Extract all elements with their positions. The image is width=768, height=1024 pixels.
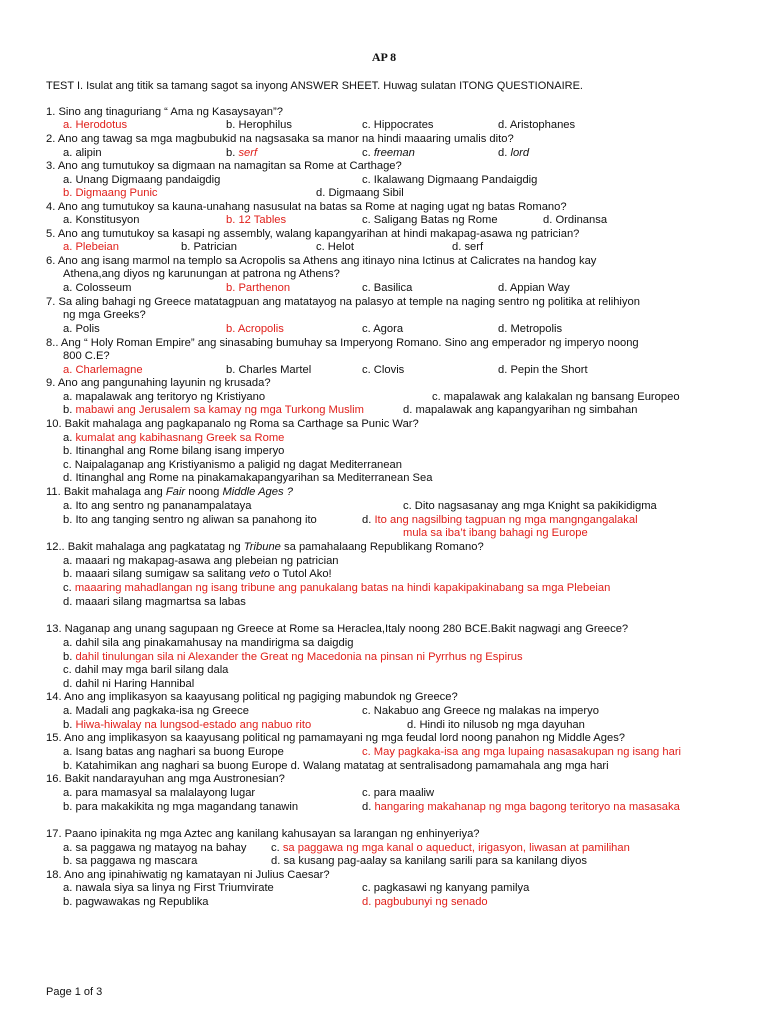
q7-choice-c: c. Agora xyxy=(362,323,404,335)
question-8-cont: 800 C.E? xyxy=(63,350,110,362)
q10-choice-c: c. Naipalaganap ang Kristiyanismo a paligid ng dagat Mediterranean xyxy=(63,459,402,471)
q8-choice-a: a. Charlemagne xyxy=(63,364,143,376)
page-title: AP 8 xyxy=(371,50,397,64)
q16-choice-c: c. para maaliw xyxy=(362,787,435,799)
q2-choice-c: c. freeman xyxy=(362,147,415,159)
q8-choice-b: b. Charles Martel xyxy=(226,364,312,376)
q12-choice-c: c. maaaring mahadlangan ng isang tribune ang panukalang batas na hindi kapakipakinabang sa mga Plebeian xyxy=(63,582,611,594)
q7-choice-a: a. Polis xyxy=(63,323,100,335)
q12-choice-b: b. maaari silang sumigaw sa salitang veto o Tutol Ako! xyxy=(63,568,332,580)
q14-choice-d: d. Hindi ito nilusob ng mga dayuhan xyxy=(407,719,585,731)
q13-choice-b: b. dahil tinulungan sila ni Alexander the Great ng Macedonia na pinsan ni Pyrrhus ng Espirus xyxy=(63,651,523,663)
q1-choice-d: d. Aristophanes xyxy=(498,119,576,131)
q9-choice-b: b. mabawi ang Jerusalem sa kamay ng mga Turkong Muslim xyxy=(63,404,364,416)
question-6: 6. Ano ang isang marmol na templo sa Acropolis sa Athens ang itinayo nina Ictinus at Calicrates na handog kay xyxy=(46,255,597,267)
q16-choice-a: a. para mamasyal sa malalayong lugar xyxy=(63,787,256,799)
question-7-cont: ng mga Greeks? xyxy=(63,309,146,321)
q11-choice-d-cont: mula sa iba’t ibang bahagi ng Europe xyxy=(403,527,588,539)
q11-choice-b: b. Ito ang tanging sentro ng aliwan sa panahong ito xyxy=(63,514,317,526)
question-18: 18. Ano ang ipinahiwatig ng kamatayan ni Julius Caesar? xyxy=(46,869,330,881)
q3-choice-b: b. Digmaang Punic xyxy=(63,187,158,199)
question-15: 15. Ano ang implikasyon sa kaayusang political ng pamamayani ng mga feudal lord noong panahon ng Middle Ages? xyxy=(46,732,626,744)
q17-choice-d: d. sa kusang pag-aalay sa kanilang sarili para sa kanilang diyos xyxy=(271,855,587,867)
question-2: 2. Ano ang tawag sa mga magbubukid na nagsasaka sa manor na hindi maaaring umalis dito? xyxy=(46,133,514,145)
q13-choice-d: d. dahil ni Haring Hannibal xyxy=(63,678,195,690)
q17-choice-a: a. sa paggawa ng matayog na bahay xyxy=(63,842,247,854)
q3-choice-c: c. Ikalawang Digmaang Pandaigdig xyxy=(362,174,538,186)
question-13: 13. Naganap ang unang sagupaan ng Greece at Rome sa Heraclea,Italy noong 280 BCE.Bakit nagwagi ang Greece? xyxy=(46,623,629,635)
q15-choice-b-d: b. Katahimikan ang naghari sa buong Europe d. Walang matatag at sentralisadong pamamahala ang mga hari xyxy=(63,760,609,772)
q9-choice-a: a. mapalawak ang teritoryo ng Kristiyano xyxy=(63,391,266,403)
question-3: 3. Ano ang tumutukoy sa digmaan na namagitan sa Rome at Carthage? xyxy=(46,160,402,172)
test-instructions: TEST I. Isulat ang titik sa tamang sagot sa inyong ANSWER SHEET. Huwag sulatan ITONG QUESTIONAIRE. xyxy=(46,80,583,92)
q2-choice-a: a. alipin xyxy=(63,147,102,159)
q6-choice-c: c. Basilica xyxy=(362,282,413,294)
question-6-cont: Athena,ang diyos ng karunungan at patrona ng Athens? xyxy=(63,268,340,280)
q15-choice-c: c. May pagkaka-isa ang mga lupaing nasasakupan ng isang hari xyxy=(362,746,682,758)
q18-choice-d: d. pagbubunyi ng senado xyxy=(362,896,488,908)
q9-choice-d: d. mapalawak ang kapangyarihan ng simbahan xyxy=(403,404,638,416)
q2-choice-d: d. lord xyxy=(498,147,530,159)
q4-choice-d: d. Ordinansa xyxy=(543,214,608,226)
q4-choice-a: a. Konstitusyon xyxy=(63,214,140,226)
q14-choice-c: c. Nakabuo ang Greece ng malakas na imperyo xyxy=(362,705,599,717)
page-number: Page 1 of 3 xyxy=(46,986,103,998)
q6-choice-a: a. Colosseum xyxy=(63,282,132,294)
question-8: 8.. Ang “ Holy Roman Empire” ang sinasabing bumuhay sa Imperyong Romano. Sino ang emperador ng imperyo noong xyxy=(46,337,639,349)
question-7: 7. Sa aling bahagi ng Greece matatagpuan ang matatayog na palasyo at temple na naging sentro ng politika at relihiyon xyxy=(46,296,640,308)
q9-choice-c: c. mapalawak ang kalakalan ng bansang Europeo xyxy=(432,391,680,403)
question-17: 17. Paano ipinakita ng mga Aztec ang kanilang kahusayan sa larangan ng enhinyeriya? xyxy=(46,828,480,840)
q1-choice-c: c. Hippocrates xyxy=(362,119,434,131)
question-16: 16. Bakit nandarayuhan ang mga Austronesian? xyxy=(46,773,285,785)
q10-choice-a: a. kumalat ang kabihasnang Greek sa Rome xyxy=(63,432,285,444)
q5-choice-d: d. serf xyxy=(452,241,484,253)
question-11: 11. Bakit mahalaga ang Fair noong Middle Ages ? xyxy=(46,486,293,498)
q3-choice-a: a. Unang Digmaang pandaigdig xyxy=(63,174,221,186)
q13-choice-c: c. dahil may mga baril silang dala xyxy=(63,664,229,676)
q16-choice-b: b. para makakikita ng mga magandang tanawin xyxy=(63,801,299,813)
q7-choice-d: d. Metropolis xyxy=(498,323,563,335)
q11-choice-a: a. Ito ang sentro ng pananampalataya xyxy=(63,500,252,512)
q14-choice-a: a. Madali ang pagkaka-isa ng Greece xyxy=(63,705,249,717)
q1-choice-b: b. Herophilus xyxy=(226,119,292,131)
question-5: 5. Ano ang tumutukoy sa kasapi ng assembly, walang kapangyarihan at hindi makapag-asawa ng patrician? xyxy=(46,228,580,240)
q16-choice-d: d. hangaring makahanap ng mga bagong teritoryo na masasaka xyxy=(362,801,680,813)
q6-choice-b: b. Parthenon xyxy=(226,282,291,294)
q3-choice-d: d. Digmaang Sibil xyxy=(316,187,404,199)
q10-choice-b: b. Itinanghal ang Rome bilang isang imperyo xyxy=(63,445,285,457)
q14-choice-b: b. Hiwa-hiwalay na lungsod-estado ang nabuo rito xyxy=(63,719,312,731)
q18-choice-c: c. pagkasawi ng kanyang pamilya xyxy=(362,882,530,894)
question-9: 9. Ano ang pangunahing layunin ng krusada? xyxy=(46,377,271,389)
question-10: 10. Bakit mahalaga ang pagkapanalo ng Roma sa Carthage sa Punic War? xyxy=(46,418,419,430)
q7-choice-b: b. Acropolis xyxy=(226,323,284,335)
q2-choice-b: b. serf xyxy=(226,147,258,159)
q5-choice-c: c. Helot xyxy=(316,241,354,253)
q6-choice-d: d. Appian Way xyxy=(498,282,570,294)
q12-choice-d: d. maaari silang magmartsa sa labas xyxy=(63,596,246,608)
q15-choice-a: a. Isang batas ang naghari sa buong Europe xyxy=(63,746,284,758)
q4-choice-b: b. 12 Tables xyxy=(226,214,287,226)
q11-choice-d: d. Ito ang nagsilbing tagpuan ng mga mangngangalakal xyxy=(362,514,638,526)
q8-choice-c: c. Clovis xyxy=(362,364,405,376)
q17-choice-c: c. sa paggawa ng mga kanal o aqueduct, irigasyon, liwasan at pamilihan xyxy=(271,842,630,854)
question-14: 14. Ano ang implikasyon sa kaayusang political ng pagiging mabundok ng Greece? xyxy=(46,691,458,703)
q10-choice-d: d. Itinanghal ang Rome na pinakamakapangyarihan sa Mediterranean Sea xyxy=(63,472,433,484)
q4-choice-c: c. Saligang Batas ng Rome xyxy=(362,214,498,226)
q12-choice-a: a. maaari ng makapag-asawa ang plebeian ng patrician xyxy=(63,555,339,567)
q8-choice-d: d. Pepin the Short xyxy=(498,364,588,376)
q17-choice-b: b. sa paggawa ng mascara xyxy=(63,855,198,867)
q18-choice-b: b. pagwawakas ng Republika xyxy=(63,896,209,908)
q1-choice-a: a. Herodotus xyxy=(63,119,128,131)
question-1: 1. Sino ang tinaguriang “ Ama ng Kasaysayan”? xyxy=(46,106,283,118)
q11-choice-c: c. Dito nagsasanay ang mga Knight sa pakikidigma xyxy=(403,500,657,512)
q18-choice-a: a. nawala siya sa linya ng First Triumvirate xyxy=(63,882,274,894)
q5-choice-a: a. Plebeian xyxy=(63,241,119,253)
question-12: 12.. Bakit mahalaga ang pagkatatag ng Tribune sa pamahalaang Republikang Romano? xyxy=(46,541,484,553)
question-4: 4. Ano ang tumutukoy sa kauna-unahang nasusulat na batas sa Rome at naging ugat ng batas Romano? xyxy=(46,201,567,213)
q5-choice-b: b. Patrician xyxy=(181,241,237,253)
q13-choice-a: a. dahil sila ang pinakamahusay na mandirigma sa daigdig xyxy=(63,637,354,649)
